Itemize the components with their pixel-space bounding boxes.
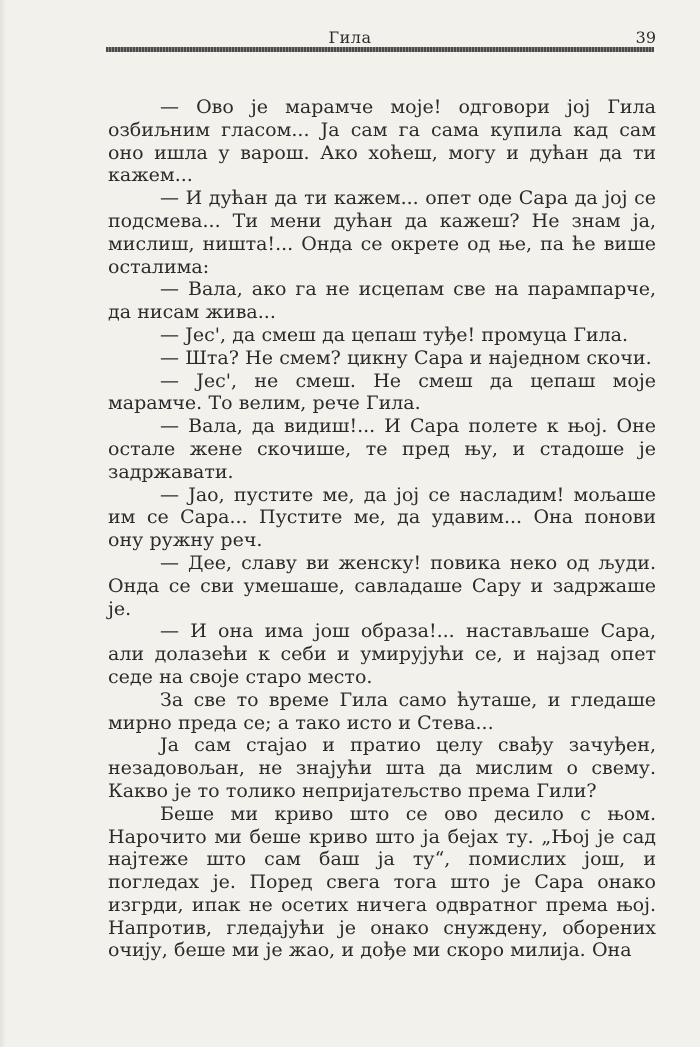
paragraph: За све то време Гила само ћуташе, и гледаше мирно преда се; а тако исто и Стева... — [108, 688, 656, 734]
paragraph: — Јао, пустите ме, да јој се насладим! мољаше им се Сара... Пустите ме, да удавим... Она понови ону ружну реч. — [108, 483, 656, 552]
header-rule — [106, 47, 654, 52]
paragraph: Ја сам стајао и пратио целу свађу зачуђен, незадовољан, не знајући шта да мислим о свему. Какво је то толико непријатељство према Гили? — [108, 734, 656, 802]
paragraph: — Јес', да смеш да цепаш туђе! промуца Гила. — [160, 323, 629, 346]
page-number: 39 — [635, 28, 656, 47]
page-gutter — [0, 0, 6, 1047]
paragraph: — Ово је марамче моје! одговори јој Гила озбиљним гласом... Ја сам га сама купила кад сам оно ишла у варош. Ако хоћеш, могу и дућан да ти кажем... — [108, 96, 656, 187]
paragraph: — И она има још образа!... настављаше Сара, али долазећи к себи и умирујући се, и најзад опет седе на своје старо место. — [108, 620, 656, 688]
paragraph: — Шта? Не смем? цикну Сара и наједном скочи. — [160, 346, 652, 369]
paragraph: Беше ми криво што се ово десило с њом. Нарочито ми беше криво што ја бејах ту. „Њој је сад најтеже што сам баш ја ту“, помислих још, и погледах је. Поред свега тога што је Сара онако изгрди, ипак не осетих ничега одвратног према њој. Напротив, гледајући је онако снуждену, оборених очију, беше ми је жао, и дође ми скоро милија. Она — [108, 802, 656, 962]
paragraph: — Дее, славу ви женску! повика неко од људи. Онда се сви умешаше, савладаше Сару и задржаше је. — [108, 551, 656, 620]
paragraph: — И дућан да ти кажем... опет оде Сара да јој се подсмева... Ти мени дућан да кажеш? Не знам ја, мислиш, ништа!... Онда се окрете од ње, па ће више осталима: — [108, 187, 656, 278]
running-title: Гила — [328, 28, 372, 47]
paragraph: — Јес', не смеш. Не смеш да цепаш моје марамче. То велим, рече Гила. — [108, 369, 656, 415]
paragraph: — Вала, да видиш!... И Сара полете к њој. Оне остале жене скочише, те пред њу, и стадоше је задржавати. — [108, 415, 656, 483]
body-text — [108, 96, 656, 962]
paragraph: — Вала, ако га не исцепам све на парампарче, да нисам жива... — [108, 278, 656, 324]
